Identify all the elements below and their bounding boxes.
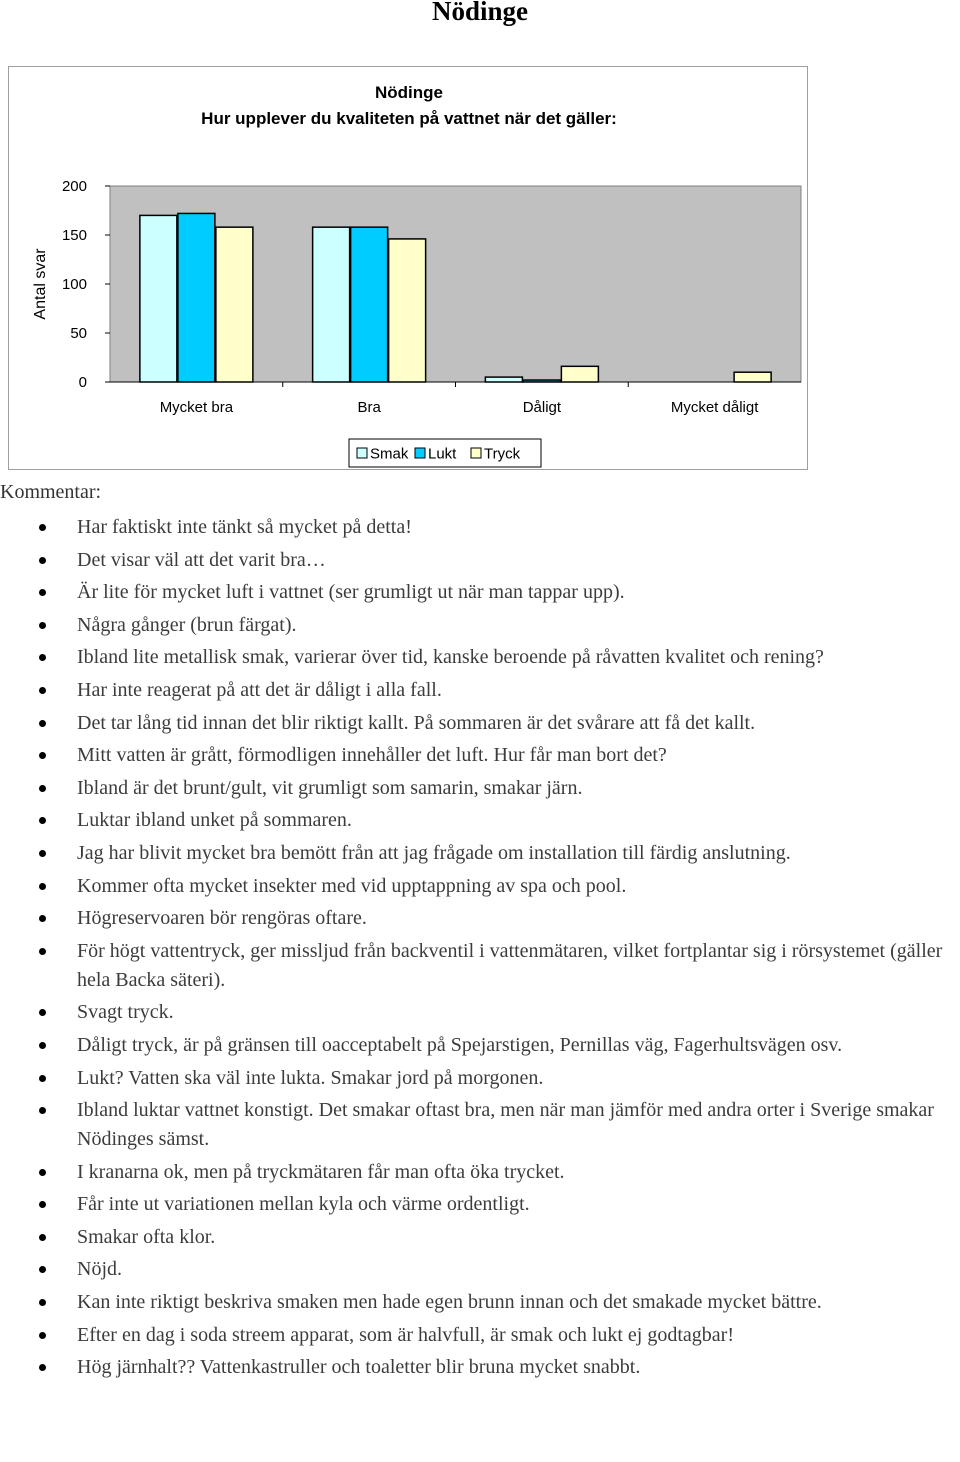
legend-swatch-lukt [415, 448, 425, 458]
comment-item [0, 1223, 960, 1252]
legend-label-smak: Smak [370, 445, 409, 463]
comment-item [0, 1064, 960, 1093]
bullet-icon [39, 1009, 46, 1016]
comment-text: Luktar ibland unket på sommaren. [77, 809, 352, 832]
y-tick-label: 150 [61, 227, 87, 244]
comment-text: I kranarna ok, men på tryckmätaren får man ofta öka trycket. [77, 1160, 565, 1183]
bullet-icon [39, 1299, 46, 1306]
comment-item [0, 513, 960, 542]
bar-chart [9, 67, 809, 471]
bullet-icon [39, 1364, 46, 1371]
comment-text: Svagt tryck. [77, 1001, 174, 1024]
y-tick-label: 200 [61, 178, 87, 195]
legend-label-lukt: Lukt [428, 445, 457, 463]
bullet-icon [39, 524, 46, 531]
bar-smak [313, 227, 350, 382]
x-tick-label: Dåligt [522, 399, 562, 416]
bullet-icon [39, 948, 46, 955]
comment-text: Högreservoaren bör rengöras oftare. [77, 907, 367, 930]
comment-item [0, 741, 960, 770]
comment-text: Får inte ut variationen mellan kyla och värme ordentligt. [77, 1193, 530, 1216]
comment-text: Nöjd. [77, 1258, 122, 1281]
comment-item [0, 937, 960, 995]
bullet-icon [39, 1107, 46, 1114]
x-tick-label: Mycket bra [159, 399, 234, 416]
comments-heading: Kommentar: [0, 481, 102, 503]
comments-list [0, 513, 960, 1386]
bar-smak [140, 215, 177, 382]
chart-title: Nödinge [375, 83, 443, 102]
bar-lukt [523, 380, 560, 382]
chart-subtitle: Hur upplever du kvaliteten på vattnet när det gäller: [201, 109, 617, 128]
comment-text: Lukt? Vatten ska väl inte lukta. Smakar jord på morgonen. [77, 1066, 544, 1089]
comment-item [0, 1096, 960, 1154]
chart-frame [8, 66, 808, 470]
comment-item [0, 904, 960, 933]
bar-tryck [389, 239, 426, 382]
bullet-icon [39, 850, 46, 857]
comment-item [0, 578, 960, 607]
comment-text: Smakar ofta klor. [77, 1225, 216, 1248]
bullet-icon [39, 654, 46, 661]
x-tick-label: Bra [357, 399, 381, 416]
bullet-icon [39, 720, 46, 727]
comment-text: Ibland är det brunt/gult, vit grumligt som samarin, smakar järn. [77, 776, 583, 799]
comment-item [0, 1031, 960, 1060]
comment-text: Mitt vatten är grått, förmodligen innehåller det luft. Hur får man bort det? [77, 744, 667, 767]
comment-item [0, 643, 960, 672]
comment-item [0, 774, 960, 803]
legend-swatch-smak [357, 448, 367, 458]
bar-tryck [561, 366, 598, 382]
comment-text: Dåligt tryck, är på gränsen till oacceptabelt på Spejarstigen, Pernillas väg, Fagerhultsvägen osv. [77, 1033, 843, 1056]
bullet-icon [39, 1042, 46, 1049]
bullet-icon [39, 785, 46, 792]
bullet-icon [39, 752, 46, 759]
comment-item [0, 1288, 960, 1317]
comment-text: För högt vattentryck, ger missljud från backventil i vattenmätaren, vilket fortplantar sig i rörsystemet (gäller hela Backa säteri). [77, 939, 943, 991]
bullet-icon [39, 622, 46, 629]
bullet-icon [39, 589, 46, 596]
bar-lukt [351, 227, 388, 382]
legend-label-tryck: Tryck [484, 445, 521, 463]
bullet-icon [39, 687, 46, 694]
comment-item [0, 839, 960, 868]
comment-item [0, 676, 960, 705]
comment-text: Hög järnhalt?? Vattenkastruller och toaletter blir bruna mycket snabbt. [77, 1356, 641, 1379]
bullet-icon [39, 883, 46, 890]
bullet-icon [39, 1234, 46, 1241]
comment-item [0, 1158, 960, 1187]
comment-text: Är lite för mycket luft i vattnet (ser grumligt ut när man tappar upp). [77, 581, 625, 604]
comment-item [0, 1321, 960, 1350]
comment-text: Ibland luktar vattnet konstigt. Det smakar oftast bra, men när man jämför med andra orter i Sverige smakar Nödinges sämst. [77, 1099, 934, 1151]
comment-item [0, 709, 960, 738]
comment-text: Jag har blivit mycket bra bemött från att jag frågade om installation till färdig anslutning. [77, 841, 791, 864]
comment-text: Ibland lite metallisk smak, varierar över tid, kanske beroende på råvatten kvalitet och rening? [77, 646, 824, 669]
comment-text: Några gånger (brun färgat). [77, 613, 297, 636]
comment-item [0, 1353, 960, 1382]
bar-lukt [178, 213, 215, 382]
bullet-icon [39, 915, 46, 922]
comment-text: Det visar väl att det varit bra… [77, 548, 326, 571]
y-tick-label: 50 [70, 325, 87, 342]
y-tick-label: 0 [78, 374, 87, 391]
comment-item [0, 806, 960, 835]
comment-item [0, 1255, 960, 1284]
comment-item [0, 872, 960, 901]
comment-text: Har faktiskt inte tänkt så mycket på detta! [77, 516, 412, 538]
comment-text: Det tar lång tid innan det blir riktigt kallt. På sommaren är det svårare att få det kallt. [77, 711, 756, 734]
comment-text: Har inte reagerat på att det är dåligt i alla fall. [77, 678, 442, 701]
bullet-icon [39, 1169, 46, 1176]
comment-item [0, 1190, 960, 1219]
bullet-icon [39, 1075, 46, 1082]
bar-tryck [216, 227, 253, 382]
y-tick-label: 100 [61, 276, 87, 293]
comment-item [0, 998, 960, 1027]
comment-text: Kommer ofta mycket insekter med vid upptappning av spa och pool. [77, 874, 627, 897]
y-axis-label: Antal svar [32, 248, 49, 320]
comment-item [0, 546, 960, 575]
bullet-icon [39, 557, 46, 564]
comment-text: Kan inte riktigt beskriva smaken men hade egen brunn innan och det smakade mycket bättre. [77, 1291, 822, 1314]
bullet-icon [39, 817, 46, 824]
bullet-icon [39, 1332, 46, 1339]
bar-tryck [734, 372, 771, 382]
legend-swatch-tryck [471, 448, 481, 458]
bar-smak [485, 377, 522, 382]
document-title: Nödinge [431, 0, 529, 26]
comment-text: Efter en dag i soda streem apparat, som är halvfull, är smak och lukt ej godtagbar! [77, 1323, 734, 1346]
bullet-icon [39, 1201, 46, 1208]
comment-item [0, 611, 960, 640]
x-tick-label: Mycket dåligt [670, 399, 759, 416]
bullet-icon [39, 1266, 46, 1273]
